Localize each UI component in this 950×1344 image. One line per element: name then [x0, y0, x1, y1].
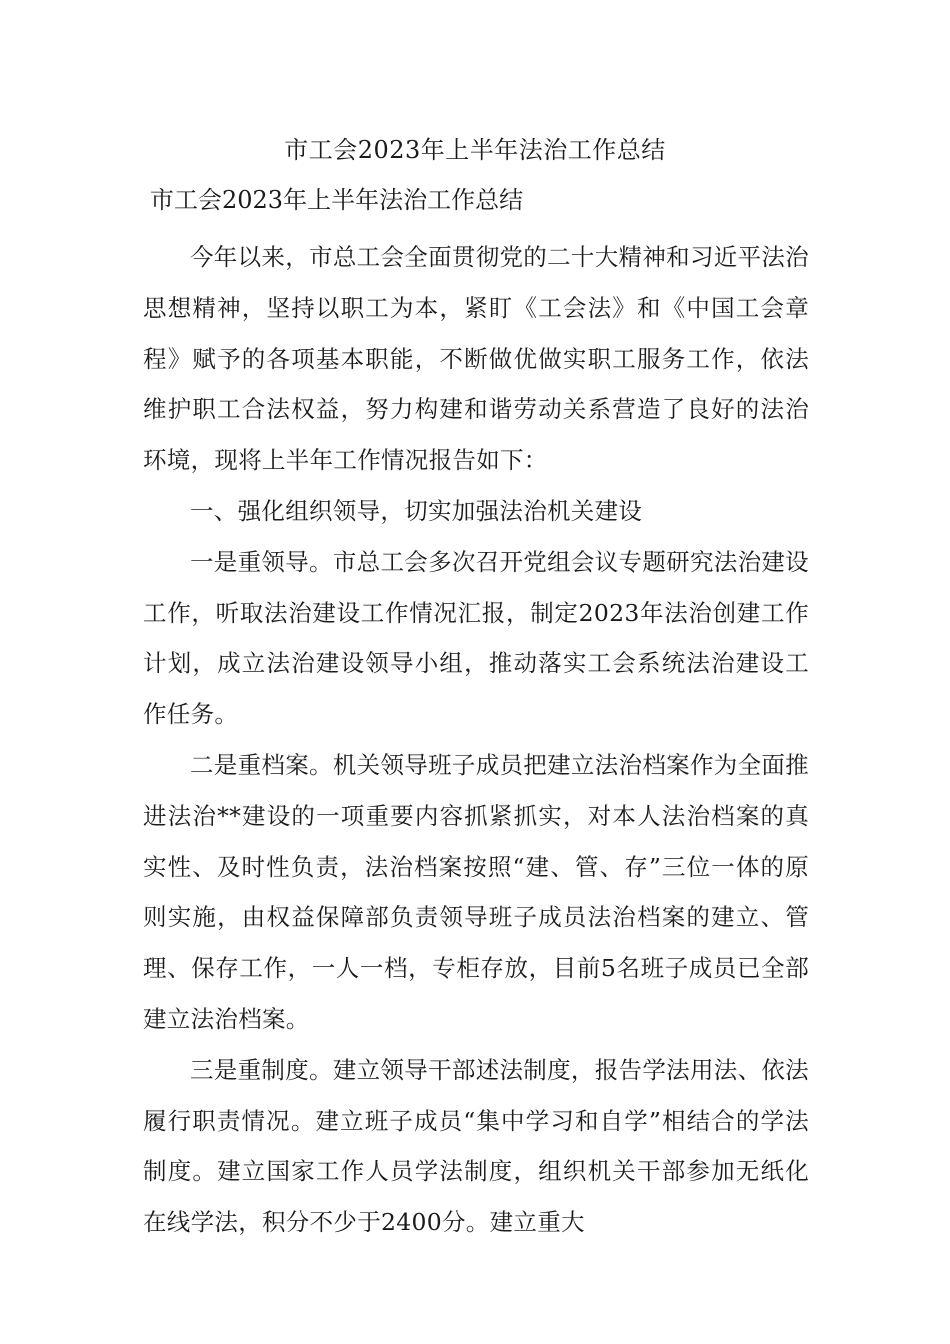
intro-paragraph: 今年以来，市总工会全面贯彻党的二十大精神和习近平法治思想精神，坚持以职工为本，紧盯《工会法》和《中国工会章程》赋予的各项基本职能，不断做优做实职工服务工作，依法维护职工合法权益，努力构建和谐劳动关系营造了良好的法治环境，现将上半年工作情况报告如下： — [143, 243, 809, 475]
document-subtitle: 市工会2023年上半年法治工作总结 — [150, 186, 524, 214]
document-title: 市工会2023年上半年法治工作总结 — [284, 136, 666, 164]
paragraph-archives: 二是重档案。机关领导班子成员把建立法治档案作为全面推进法治**建设的一项重要内容抓紧抓实，对本人法治档案的真实性、及时性负责，法治档案按照“建、管、存”三位一体的原则实施，由权益保障部负责领导班子成员法治档案的建立、管理、保存工作，一人一档，专柜存放，目前5名班子成员已全部建立法治档案。 — [143, 750, 809, 1033]
paragraph-system: 三是重制度。建立领导干部述法制度，报告学法用法、依法履行职责情况。建立班子成员“集中学习和自学”相结合的学法制度。建立国家工作人员学法制度，组织机关干部参加无纸化在线学法，积分不少于2400分。建立重大 — [143, 1055, 809, 1237]
paragraph-leadership: 一是重领导。市总工会多次召开党组会议专题研究法治建设工作，听取法治建设工作情况汇报，制定2023年法治创建工作计划，成立法治建设领导小组，推动落实工会系统法治建设工作任务。 — [143, 547, 809, 729]
document-body — [143, 232, 809, 1248]
section-heading-1: 一、强化组织领导，切实加强法治机关建设 — [190, 496, 643, 525]
